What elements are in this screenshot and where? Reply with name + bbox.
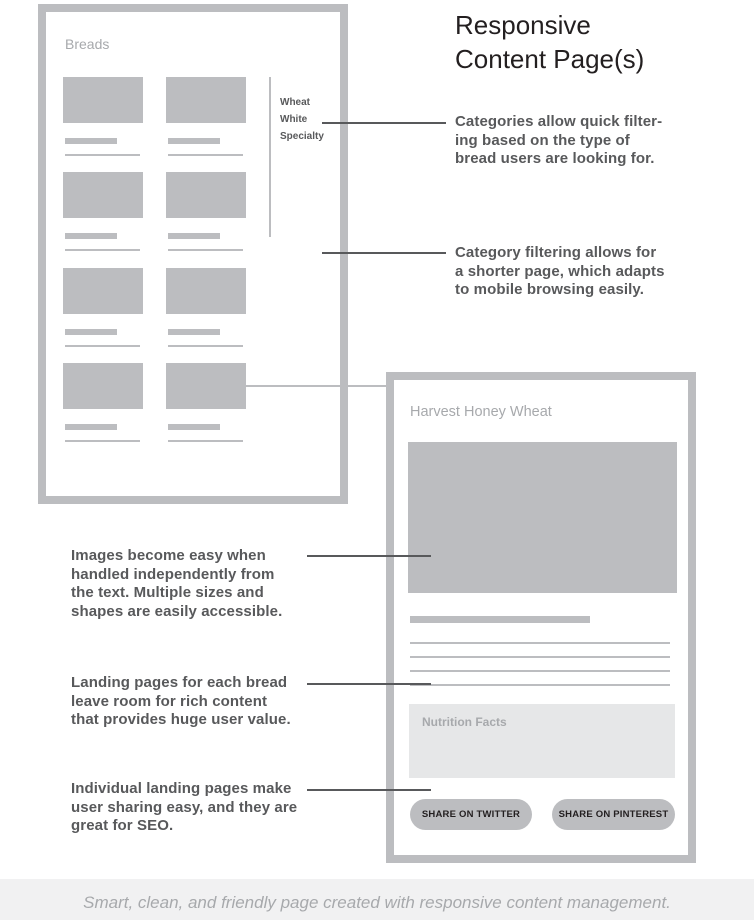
note-line: ing based on the type of — [455, 131, 630, 149]
note-line: shapes are easily accessible. — [71, 602, 283, 620]
connector-filtering — [322, 252, 446, 254]
product-title-bar — [168, 138, 220, 144]
detail-page-heading: Harvest Honey Wheat — [410, 404, 552, 420]
product-text-line — [168, 440, 243, 442]
text-line — [410, 656, 670, 658]
note-line: Category filtering allows for — [455, 244, 657, 261]
note-line: that provides huge user value. — [71, 711, 291, 728]
product-title-bar — [65, 233, 117, 239]
diagram-title — [455, 8, 644, 76]
category-divider — [269, 77, 271, 237]
note-line: Images become easy when — [71, 547, 266, 564]
text-line — [410, 642, 670, 644]
product-text-line — [168, 345, 243, 347]
note-line: to mobile browsing easily. — [455, 281, 645, 298]
note-categories — [455, 113, 662, 169]
text-line — [410, 684, 670, 686]
product-image-placeholder[interactable] — [63, 77, 143, 123]
product-image-placeholder[interactable] — [63, 363, 143, 409]
note-line: Individual landing pages make — [71, 780, 292, 797]
connector-categories — [322, 122, 446, 124]
title-line-1: Responsive — [455, 10, 591, 40]
product-image-placeholder[interactable] — [166, 77, 246, 123]
note-sharing — [71, 780, 297, 836]
note-line: great for SEO. — [71, 817, 174, 834]
note-images — [71, 547, 282, 621]
product-text-line — [168, 249, 243, 251]
product-text-line — [65, 440, 140, 442]
product-image-placeholder[interactable] — [63, 268, 143, 314]
hero-image-placeholder — [408, 442, 677, 593]
product-title-bar — [168, 233, 220, 239]
subheading-bar — [410, 616, 590, 623]
note-line: handled independently from — [71, 565, 275, 583]
text-line — [410, 670, 670, 672]
note-line: Categories allow quick filter- — [455, 113, 663, 130]
product-image-placeholder[interactable] — [166, 363, 246, 409]
note-line: a shorter page, which adapts — [455, 262, 665, 280]
product-text-line — [168, 154, 243, 156]
category-wheat[interactable]: Wheat — [280, 97, 310, 108]
note-line: user sharing easy, and they are — [71, 798, 298, 816]
connector-landing — [307, 683, 431, 685]
product-title-bar — [168, 424, 220, 430]
product-title-bar — [65, 329, 117, 335]
title-line-2: Content Page(s) — [455, 44, 645, 74]
product-image-placeholder[interactable] — [166, 172, 246, 218]
note-landing — [71, 674, 291, 730]
note-line: the text. Multiple sizes and — [71, 584, 264, 601]
product-image-placeholder[interactable] — [63, 172, 143, 218]
connector-images — [307, 555, 431, 557]
footer — [0, 879, 754, 920]
product-text-line — [65, 249, 140, 251]
connector-listing-to-detail — [246, 385, 386, 387]
footer-caption: Smart, clean, and friendly page created with responsive content management. — [83, 893, 671, 912]
product-title-bar — [168, 329, 220, 335]
note-line: Landing pages for each bread — [71, 674, 288, 691]
nutrition-facts-label: Nutrition Facts — [422, 715, 507, 729]
product-title-bar — [65, 424, 117, 430]
note-line: leave room for rich content — [71, 692, 268, 710]
share-twitter-button[interactable]: SHARE ON TWITTER — [410, 799, 532, 830]
note-filtering — [455, 244, 665, 300]
connector-sharing — [307, 789, 431, 791]
product-text-line — [65, 345, 140, 347]
listing-page-heading: Breads — [65, 36, 110, 52]
category-specialty[interactable]: Specialty — [280, 131, 324, 142]
product-title-bar — [65, 138, 117, 144]
product-image-placeholder[interactable] — [166, 268, 246, 314]
product-text-line — [65, 154, 140, 156]
note-line: bread users are looking for. — [455, 150, 655, 167]
category-white[interactable]: White — [280, 114, 308, 125]
share-pinterest-button[interactable]: SHARE ON PINTEREST — [552, 799, 675, 830]
